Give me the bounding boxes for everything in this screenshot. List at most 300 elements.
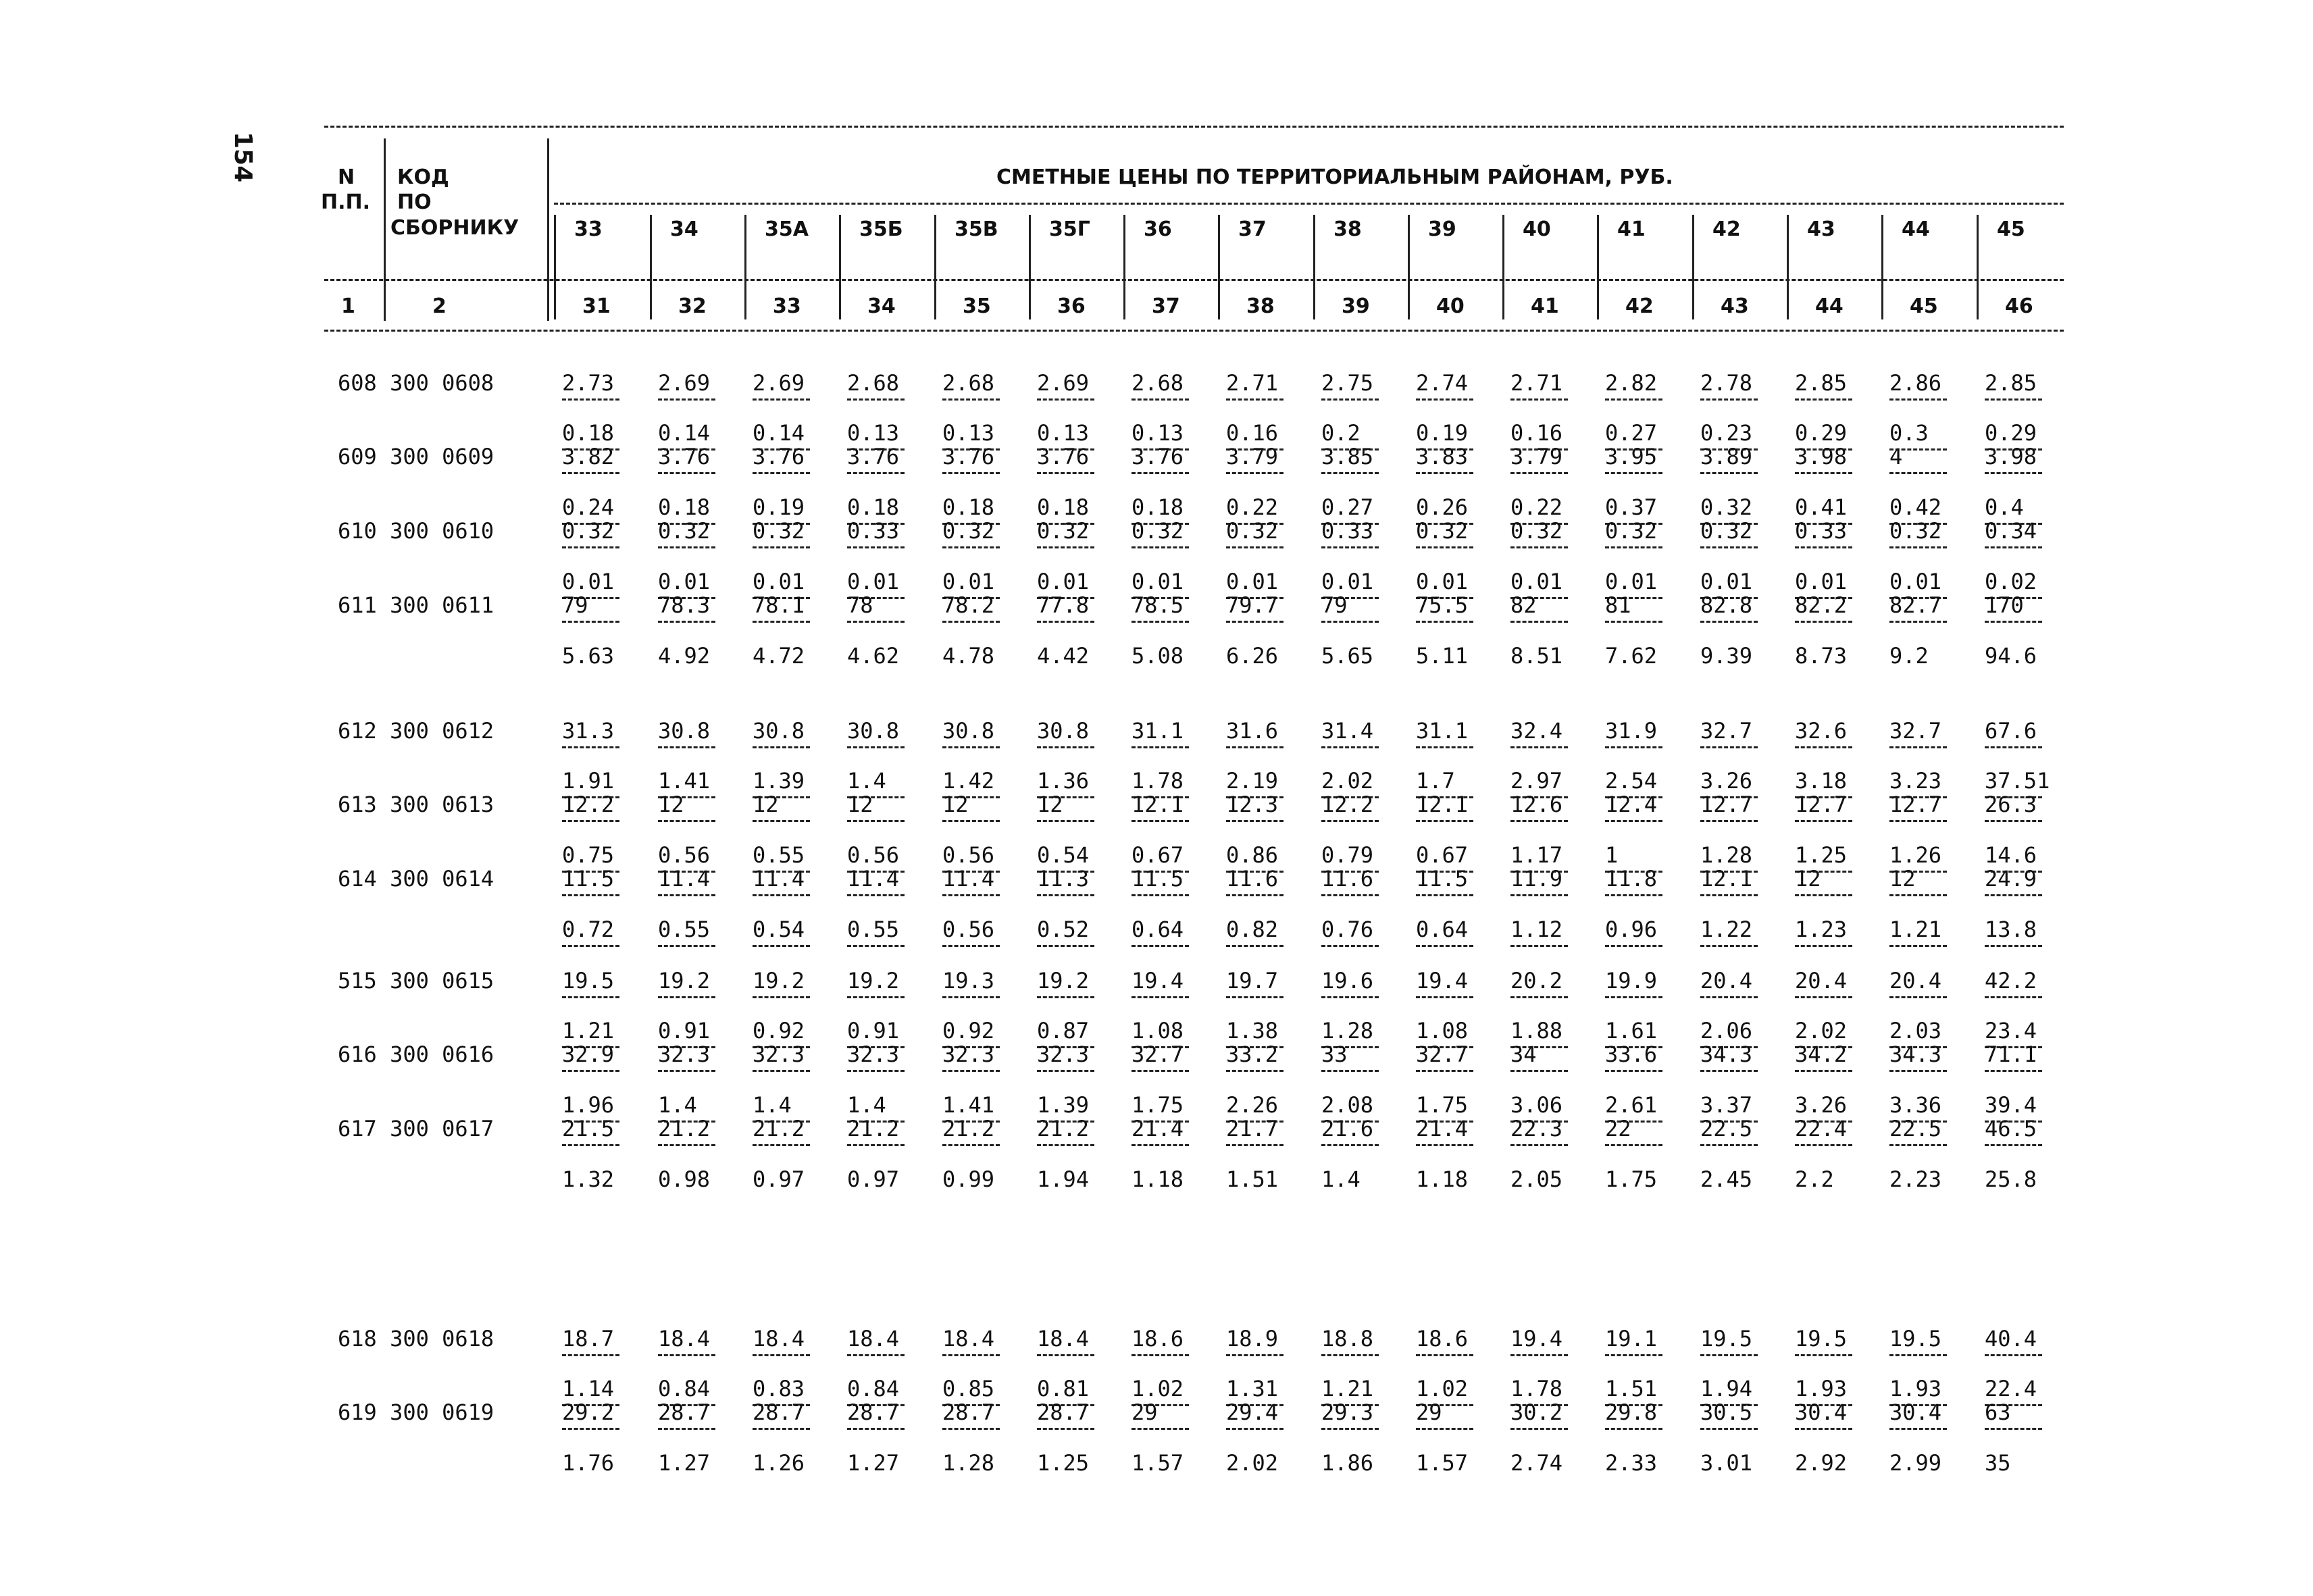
row-code-label: 609 300 0609 xyxy=(338,444,494,469)
table-cell: 3.76 xyxy=(847,444,900,469)
table-cell: 1.39 xyxy=(753,768,805,794)
table-cell: 0.01 xyxy=(753,569,805,594)
fraction-separator xyxy=(1132,1354,1189,1356)
table-cell: 63 xyxy=(1985,1399,2011,1425)
table-cell: 12 xyxy=(942,792,969,817)
table-cell: 2.02 xyxy=(1795,1018,1848,1044)
table-cell: 29.2 xyxy=(562,1399,615,1425)
table-cell: 30.5 xyxy=(1700,1399,1753,1425)
table-cell: 18.9 xyxy=(1226,1326,1279,1352)
fraction-separator xyxy=(562,894,619,896)
table-cell: 19.4 xyxy=(1510,1326,1563,1352)
table-cell: 19.2 xyxy=(847,968,900,994)
fraction-separator xyxy=(1416,472,1473,474)
table-cell: 2.92 xyxy=(1795,1450,1848,1476)
fraction-separator xyxy=(1889,894,1947,896)
table-cell: 22.5 xyxy=(1889,1116,1942,1141)
fraction-separator xyxy=(1605,546,1662,548)
table-cell: 2.26 xyxy=(1226,1092,1279,1118)
table-cell: 82.7 xyxy=(1889,592,1942,618)
table-cell: 1.51 xyxy=(1226,1166,1279,1192)
fraction-separator xyxy=(1416,1354,1473,1356)
fraction-separator xyxy=(658,398,715,401)
fraction-separator xyxy=(1889,546,1947,548)
header-bottom-rule xyxy=(324,330,2064,332)
table-cell: 0.87 xyxy=(1037,1018,1090,1044)
header-bar-1 xyxy=(384,138,386,321)
fraction-separator xyxy=(1700,1428,1758,1430)
header-kod-line2: ПО xyxy=(397,190,432,214)
table-cell: 0.32 xyxy=(658,518,711,544)
table-cell: 2.78 xyxy=(1700,370,1753,396)
fraction-separator xyxy=(942,1070,1000,1072)
table-cell: 9.39 xyxy=(1700,643,1753,669)
table-cell: 1.21 xyxy=(1889,917,1942,942)
table-cell: 11.4 xyxy=(847,866,900,892)
fraction-separator xyxy=(1226,472,1283,474)
table-cell: 12 xyxy=(658,792,684,817)
table-cell: 0.32 xyxy=(1605,518,1658,544)
fraction-separator xyxy=(1226,746,1283,748)
fraction-separator xyxy=(753,1070,810,1072)
fraction-separator xyxy=(658,1144,715,1146)
table-cell: 30.4 xyxy=(1889,1399,1942,1425)
table-cell: 12 xyxy=(1037,792,1063,817)
table-cell: 3.79 xyxy=(1510,444,1563,469)
table-cell: 2.19 xyxy=(1226,768,1279,794)
table-cell: 1.91 xyxy=(562,768,615,794)
fraction-separator xyxy=(1510,746,1568,748)
fraction-separator xyxy=(1132,546,1189,548)
table-cell: 79.7 xyxy=(1226,592,1279,618)
fraction-separator xyxy=(1226,1144,1283,1146)
row-code-label: 619 300 0619 xyxy=(338,1399,494,1425)
fraction-separator xyxy=(1605,1144,1662,1146)
table-cell: 1.93 xyxy=(1889,1376,1942,1401)
fraction-separator xyxy=(1132,996,1189,998)
fraction-separator xyxy=(658,621,715,623)
fraction-separator xyxy=(1132,621,1189,623)
table-cell: 1.61 xyxy=(1605,1018,1658,1044)
table-cell: 12.1 xyxy=(1132,792,1184,817)
fraction-separator xyxy=(1132,945,1189,947)
header-colnum: 38 xyxy=(1246,294,1275,318)
fraction-separator xyxy=(1510,546,1568,548)
table-cell: 18.7 xyxy=(562,1326,615,1352)
fraction-separator xyxy=(942,996,1000,998)
table-cell: 11.6 xyxy=(1321,866,1374,892)
fraction-separator xyxy=(1510,398,1568,401)
fraction-separator xyxy=(1226,996,1283,998)
fraction-separator xyxy=(1416,894,1473,896)
header-region-7: 36 xyxy=(1144,217,1172,241)
table-cell: 78.2 xyxy=(942,592,995,618)
table-cell: 2.71 xyxy=(1226,370,1279,396)
table-cell: 31.4 xyxy=(1321,718,1374,744)
table-cell: 33 xyxy=(1321,1041,1348,1067)
table-cell: 11.4 xyxy=(658,866,711,892)
header-region-bar xyxy=(1787,215,1789,319)
table-cell: 18.6 xyxy=(1132,1326,1184,1352)
fraction-separator xyxy=(753,996,810,998)
table-cell: 19.2 xyxy=(1037,968,1090,994)
table-cell: 2.69 xyxy=(753,370,805,396)
table-cell: 0.13 xyxy=(1037,420,1090,446)
fraction-separator xyxy=(942,621,1000,623)
table-cell: 78.5 xyxy=(1132,592,1184,618)
fraction-separator xyxy=(1795,398,1852,401)
row-code-label: 611 300 0611 xyxy=(338,592,494,618)
table-cell: 3.98 xyxy=(1795,444,1848,469)
fraction-separator xyxy=(942,1144,1000,1146)
table-cell: 0.18 xyxy=(942,494,995,520)
table-cell: 1.41 xyxy=(942,1092,995,1118)
fraction-separator xyxy=(1700,746,1758,748)
header-region-bar xyxy=(839,215,841,319)
fraction-separator xyxy=(1985,398,2042,401)
table-cell: 1.4 xyxy=(847,1092,886,1118)
table-cell: 31.1 xyxy=(1132,718,1184,744)
table-cell: 3.76 xyxy=(1132,444,1184,469)
header-region-bar xyxy=(1977,215,1979,319)
table-cell: 0.54 xyxy=(753,917,805,942)
table-cell: 0.56 xyxy=(847,842,900,868)
table-cell: 0.82 xyxy=(1226,917,1279,942)
fraction-separator xyxy=(847,546,905,548)
fraction-separator xyxy=(753,621,810,623)
fraction-separator xyxy=(1132,1070,1189,1072)
table-cell: 30.4 xyxy=(1795,1399,1848,1425)
fraction-separator xyxy=(1132,398,1189,401)
fraction-separator xyxy=(1226,1428,1283,1430)
table-cell: 94.6 xyxy=(1985,643,2037,669)
table-cell: 11.8 xyxy=(1605,866,1658,892)
fraction-separator xyxy=(1700,894,1758,896)
fraction-separator xyxy=(1985,472,2042,474)
table-cell: 2.05 xyxy=(1510,1166,1563,1192)
table-cell: 71.1 xyxy=(1985,1041,2037,1067)
table-cell: 67.6 xyxy=(1985,718,2037,744)
table-cell: 12 xyxy=(1795,866,1821,892)
table-cell: 0.32 xyxy=(1700,494,1753,520)
fraction-separator xyxy=(1985,746,2042,748)
table-cell: 11.6 xyxy=(1226,866,1279,892)
fraction-separator xyxy=(847,621,905,623)
table-cell: 0.18 xyxy=(658,494,711,520)
table-cell: 0.32 xyxy=(1510,518,1563,544)
table-cell: 20.4 xyxy=(1700,968,1753,994)
table-cell: 0.01 xyxy=(847,569,900,594)
fraction-separator xyxy=(847,1428,905,1430)
table-cell: 1.4 xyxy=(753,1092,792,1118)
header-region-3: 35А xyxy=(765,217,809,241)
fraction-separator xyxy=(562,945,619,947)
table-cell: 9.2 xyxy=(1889,643,1929,669)
table-cell: 0.01 xyxy=(1132,569,1184,594)
table-cell: 33.6 xyxy=(1605,1041,1658,1067)
table-cell: 35 xyxy=(1985,1450,2011,1476)
header-region-bar xyxy=(1408,215,1410,319)
fraction-separator xyxy=(1985,1354,2042,1356)
table-cell: 3.26 xyxy=(1795,1092,1848,1118)
fraction-separator xyxy=(1985,621,2042,623)
fraction-separator xyxy=(1985,945,2042,947)
fraction-separator xyxy=(1132,472,1189,474)
fraction-separator xyxy=(1700,996,1758,998)
table-cell: 0.01 xyxy=(1795,569,1848,594)
fraction-separator xyxy=(1889,820,1947,822)
fraction-separator xyxy=(1700,621,1758,623)
table-cell: 3.76 xyxy=(1037,444,1090,469)
fraction-separator xyxy=(1037,1354,1094,1356)
table-cell: 3.06 xyxy=(1510,1092,1563,1118)
fraction-separator xyxy=(1889,1070,1947,1072)
table-cell: 28.7 xyxy=(942,1399,995,1425)
table-cell: 0.84 xyxy=(658,1376,711,1401)
header-region-14: 43 xyxy=(1807,217,1835,241)
header-colnum: 35 xyxy=(963,294,991,318)
table-cell: 0.01 xyxy=(562,569,615,594)
fraction-separator xyxy=(1037,398,1094,401)
row-code-label: 617 300 0617 xyxy=(338,1116,494,1141)
fraction-separator xyxy=(562,746,619,748)
table-cell: 32.7 xyxy=(1889,718,1942,744)
fraction-separator xyxy=(1037,1428,1094,1430)
table-cell: 19.4 xyxy=(1416,968,1469,994)
table-cell: 21.4 xyxy=(1132,1116,1184,1141)
fraction-separator xyxy=(753,472,810,474)
table-cell: 21.5 xyxy=(562,1116,615,1141)
header-inner-rule xyxy=(554,203,2064,205)
table-cell: 1.25 xyxy=(1795,842,1848,868)
table-cell: 3.37 xyxy=(1700,1092,1753,1118)
table-cell: 31.9 xyxy=(1605,718,1658,744)
table-cell: 0.97 xyxy=(847,1166,900,1192)
table-cell: 19.5 xyxy=(562,968,615,994)
fraction-separator xyxy=(942,398,1000,401)
table-cell: 19.3 xyxy=(942,968,995,994)
fraction-separator xyxy=(847,746,905,748)
table-cell: 42.2 xyxy=(1985,968,2037,994)
header-region-bar xyxy=(1502,215,1504,319)
table-cell: 12.7 xyxy=(1700,792,1753,817)
table-cell: 0.55 xyxy=(753,842,805,868)
fraction-separator xyxy=(1889,746,1947,748)
table-cell: 1.21 xyxy=(562,1018,615,1044)
fraction-separator xyxy=(1795,472,1852,474)
fraction-separator xyxy=(1416,546,1473,548)
table-cell: 31.1 xyxy=(1416,718,1469,744)
header-region-11: 40 xyxy=(1523,217,1551,241)
table-cell: 0.97 xyxy=(753,1166,805,1192)
table-cell: 0.32 xyxy=(942,518,995,544)
table-cell: 1.93 xyxy=(1795,1376,1848,1401)
fraction-separator xyxy=(1795,945,1852,947)
table-cell: 22.3 xyxy=(1510,1116,1563,1141)
table-cell: 1.17 xyxy=(1510,842,1563,868)
fraction-separator xyxy=(1510,1144,1568,1146)
table-cell: 0.67 xyxy=(1132,842,1184,868)
row-code-label: 515 300 0615 xyxy=(338,968,494,994)
table-cell: 28.7 xyxy=(847,1399,900,1425)
table-cell: 1.41 xyxy=(658,768,711,794)
header-region-10: 39 xyxy=(1428,217,1456,241)
table-cell: 12.4 xyxy=(1605,792,1658,817)
table-cell: 1.78 xyxy=(1510,1376,1563,1401)
fraction-separator xyxy=(847,1354,905,1356)
fraction-separator xyxy=(1037,746,1094,748)
fraction-separator xyxy=(753,546,810,548)
fraction-separator xyxy=(562,546,619,548)
table-cell: 21.2 xyxy=(753,1116,805,1141)
fraction-separator xyxy=(1226,546,1283,548)
fraction-separator xyxy=(942,820,1000,822)
table-cell: 22.4 xyxy=(1795,1116,1848,1141)
fraction-separator xyxy=(1605,746,1662,748)
table-cell: 19.2 xyxy=(753,968,805,994)
header-region-13: 42 xyxy=(1712,217,1741,241)
table-cell: 1.21 xyxy=(1321,1376,1374,1401)
fraction-separator xyxy=(1226,398,1283,401)
table-cell: 0.55 xyxy=(658,917,711,942)
table-cell: 0.29 xyxy=(1795,420,1848,446)
table-cell: 4 xyxy=(1889,444,1903,469)
table-cell: 28.7 xyxy=(1037,1399,1090,1425)
table-cell: 0.16 xyxy=(1510,420,1563,446)
fraction-separator xyxy=(753,820,810,822)
header-region-bar xyxy=(1597,215,1599,319)
table-cell: 21.2 xyxy=(1037,1116,1090,1141)
header-bar-2 xyxy=(547,138,549,321)
table-cell: 12.2 xyxy=(1321,792,1374,817)
table-cell: 11.4 xyxy=(753,866,805,892)
table-cell: 37.51 xyxy=(1985,768,2050,794)
fraction-separator xyxy=(562,398,619,401)
fraction-separator xyxy=(1985,894,2042,896)
fraction-separator xyxy=(1985,546,2042,548)
table-cell: 0.92 xyxy=(753,1018,805,1044)
table-cell: 0.32 xyxy=(1416,518,1469,544)
table-cell: 1.28 xyxy=(942,1450,995,1476)
header-region-bar xyxy=(1881,215,1883,319)
table-cell: 32.3 xyxy=(658,1041,711,1067)
header-colnum: 46 xyxy=(2005,294,2033,318)
table-cell: 19.5 xyxy=(1889,1326,1942,1352)
fraction-separator xyxy=(1321,546,1379,548)
table-cell: 0.91 xyxy=(658,1018,711,1044)
fraction-separator xyxy=(1605,1070,1662,1072)
table-cell: 21.4 xyxy=(1416,1116,1469,1141)
fraction-separator xyxy=(1416,1070,1473,1072)
table-cell: 0.76 xyxy=(1321,917,1374,942)
fraction-separator xyxy=(1795,894,1852,896)
table-cell: 22 xyxy=(1605,1116,1631,1141)
fraction-separator xyxy=(1321,746,1379,748)
fraction-separator xyxy=(1889,945,1947,947)
fraction-separator xyxy=(1321,621,1379,623)
header-region-bar xyxy=(1692,215,1694,319)
table-cell: 19.9 xyxy=(1605,968,1658,994)
table-cell: 30.8 xyxy=(847,718,900,744)
table-cell: 3.23 xyxy=(1889,768,1942,794)
fraction-separator xyxy=(1226,1354,1283,1356)
table-cell: 0.32 xyxy=(1700,518,1753,544)
fraction-separator xyxy=(1795,996,1852,998)
fraction-separator xyxy=(658,1354,715,1356)
table-cell: 29.3 xyxy=(1321,1399,1374,1425)
table-cell: 4.92 xyxy=(658,643,711,669)
table-cell: 2.73 xyxy=(562,370,615,396)
table-cell: 34.2 xyxy=(1795,1041,1848,1067)
fraction-separator xyxy=(1416,820,1473,822)
table-cell: 2.54 xyxy=(1605,768,1658,794)
fraction-separator xyxy=(753,945,810,947)
fraction-separator xyxy=(1605,1354,1662,1356)
table-cell: 0.42 xyxy=(1889,494,1942,520)
fraction-separator xyxy=(847,1144,905,1146)
header-region-6: 35Г xyxy=(1049,217,1090,241)
fraction-separator xyxy=(1700,398,1758,401)
table-cell: 24.9 xyxy=(1985,866,2037,892)
fraction-separator xyxy=(1416,996,1473,998)
header-region-12: 41 xyxy=(1617,217,1646,241)
table-cell: 0.86 xyxy=(1226,842,1279,868)
header-region-bar xyxy=(1123,215,1125,319)
fraction-separator xyxy=(1700,1070,1758,1072)
table-cell: 1.26 xyxy=(753,1450,805,1476)
table-cell: 21.2 xyxy=(847,1116,900,1141)
table-cell: 1.14 xyxy=(562,1376,615,1401)
table-cell: 32.7 xyxy=(1416,1041,1469,1067)
fraction-separator xyxy=(658,894,715,896)
table-cell: 0.19 xyxy=(1416,420,1469,446)
fraction-separator xyxy=(1605,820,1662,822)
table-cell: 25.8 xyxy=(1985,1166,2037,1192)
table-cell: 32.4 xyxy=(1510,718,1563,744)
table-cell: 30.8 xyxy=(658,718,711,744)
table-cell: 4.72 xyxy=(753,643,805,669)
table-cell: 3.26 xyxy=(1700,768,1753,794)
table-cell: 19.6 xyxy=(1321,968,1374,994)
fraction-separator xyxy=(1416,1428,1473,1430)
table-cell: 0.14 xyxy=(753,420,805,446)
header-region-bar xyxy=(744,215,746,319)
fraction-separator xyxy=(942,1354,1000,1356)
fraction-separator xyxy=(942,546,1000,548)
fraction-separator xyxy=(1510,996,1568,998)
fraction-separator xyxy=(1889,1144,1947,1146)
table-cell: 32.9 xyxy=(562,1041,615,1067)
table-cell: 1.94 xyxy=(1037,1166,1090,1192)
table-cell: 6.26 xyxy=(1226,643,1279,669)
table-cell: 0.01 xyxy=(1037,569,1090,594)
table-cell: 28.7 xyxy=(658,1399,711,1425)
table-cell: 0.33 xyxy=(1795,518,1848,544)
fraction-separator xyxy=(1416,945,1473,947)
table-cell: 29 xyxy=(1416,1399,1442,1425)
table-cell: 19.5 xyxy=(1700,1326,1753,1352)
header-region-bar xyxy=(934,215,936,319)
table-cell: 18.4 xyxy=(1037,1326,1090,1352)
table-cell: 0.01 xyxy=(1226,569,1279,594)
table-cell: 39.4 xyxy=(1985,1092,2037,1118)
fraction-separator xyxy=(1985,1070,2042,1072)
header-top-rule xyxy=(324,126,2064,128)
table-cell: 3.98 xyxy=(1985,444,2037,469)
table-cell: 1.75 xyxy=(1132,1092,1184,1118)
table-cell: 20.2 xyxy=(1510,968,1563,994)
table-cell: 1.96 xyxy=(562,1092,615,1118)
